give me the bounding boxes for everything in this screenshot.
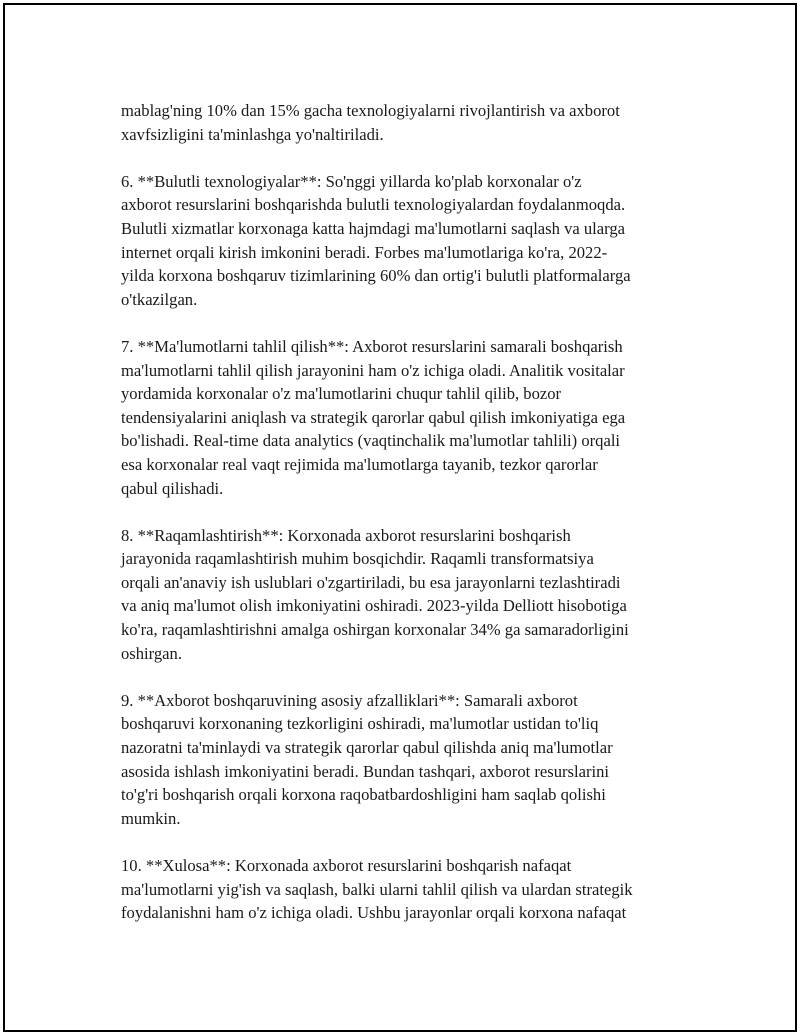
paragraph-7-data-analysis: 7. **Ma'lumotlarni tahlil qilish**: Axborot resurslarini samarali boshqarish ma'lumotlarni tahlil qilish jarayonini ham o'z ichiga oladi. Analitik vositalar yordamida korxonalar o'z ma'lumotlarini chuqur tahlil qilib, bozor tendensiyalarini aniqlash va strategik qarorlar qabul qilish imkoniyatiga ega bo'lishadi. Real-time data analytics (vaqtinchalik ma'lumotlar tahlili) orqali esa korxonalar real vaqt rejimida ma'lumotlarga tayanib, tezkor qarorlar qabul qilishadi. [121, 336, 626, 498]
paragraph-6-cloud-technologies: 6. **Bulutli texnologiyalar**: So'nggi yillarda ko'plab korxonalar o'z axborot resurslarini boshqarishda bulutli texnologiyalardan foydalanmoqda. Bulutli xizmatlar korxonaga katta hajmdagi ma'lumotlarni saqlash va ularga internet orqali kirish imkonini beradi. Forbes ma'lumotlariga ko'ra, 2022- yilda korxona boshqaruv tizimlarining 60% dan ortig'i bulutli platformalarga o'tkazilgan. [121, 171, 631, 309]
paragraph-continuation: mablag'ning 10% dan 15% gacha texnologiyalarni rivojlantirish va axborot xavfsizligini ta'minlashga yo'naltiriladi. [121, 101, 620, 144]
paragraph-10-conclusion: 10. **Xulosa**: Korxonada axborot resurslarini boshqarish nafaqat ma'lumotlarni yig'ish va saqlash, balki ularni tahlil qilish va ulardan strategik foydalanishni ham o'z ichiga oladi. Ushbu jarayonlar orqali korxona nafaqat [121, 856, 633, 923]
document-body [121, 99, 699, 948]
paragraph-8-digitalization: 8. **Raqamlashtirish**: Korxonada axborot resurslarini boshqarish jarayonida raqamlashtirish muhim bosqichdir. Raqamli transformatsiya orqali an'anaviy ish uslublari o'zgartiriladi, bu esa jarayonlarni tezlashtiradi va aniq ma'lumot olish imkoniyatini oshiradi. 2023-yilda Delliott hisobotiga ko'ra, raqamlashtirishni amalga oshirgan korxonalar 34% ga samaradorligini oshirgan. [121, 525, 629, 663]
paragraph-9-advantages: 9. **Axborot boshqaruvining asosiy afzalliklari**: Samarali axborot boshqaruvi korxonaning tezkorligini oshiradi, ma'lumotlar ustidan to'liq nazoratni ta'minlaydi va strategik qarorlar qabul qilishda aniq ma'lumotlar asosida ishlash imkoniyatini beradi. Bundan tashqari, axborot resurslarini to'g'ri boshqarish orqali korxona raqobatbardoshligini ham saqlab qolishi mumkin. [121, 690, 613, 828]
page-frame [3, 3, 797, 1032]
